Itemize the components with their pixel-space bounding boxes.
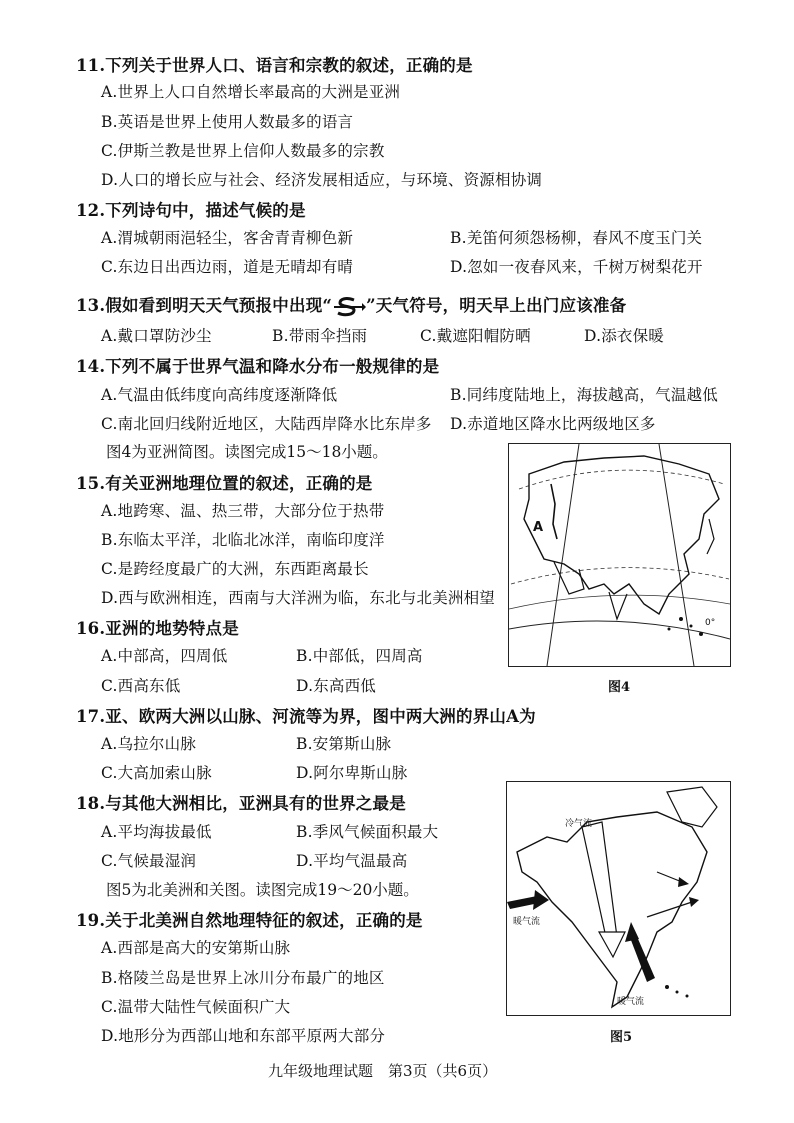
q11-stem: 11.下列关于世界人口、语言和宗教的叙述，正确的是 <box>76 56 473 75</box>
q14-option-a: A.气温由低纬度向高纬度逐渐降低 <box>101 386 338 404</box>
q18-option-a: A.平均海拔最低 <box>101 823 212 841</box>
q12-option-d: D.忽如一夜春风来，千树万树梨花开 <box>450 258 703 276</box>
figure4-intro: 图4为亚洲简图。读图完成15～18小题。 <box>106 443 388 461</box>
q12-option-a: A.渭城朝雨浥轻尘，客舍青青柳色新 <box>101 229 354 247</box>
figure4-caption: 图4 <box>608 680 631 695</box>
q17-option-c: C.大高加索山脉 <box>101 764 212 782</box>
figure5-cold-current-label: 冷气流 <box>565 819 593 829</box>
figure5-warm-current-label-south: 暖气流 <box>617 997 645 1007</box>
figure5-warm-current-label-west: 暖气流 <box>513 917 541 927</box>
q16-stem: 16.亚洲的地势特点是 <box>76 619 239 638</box>
q19-stem: 19.关于北美洲自然地理特征的叙述，正确的是 <box>76 911 423 930</box>
q13-stem-after: ”天气符号，明天早上出门应该准备 <box>366 296 627 315</box>
figure4-label-equator: 0° <box>705 618 716 628</box>
q12-stem: 12.下列诗句中，描述气候的是 <box>76 201 306 220</box>
q16-option-d: D.东高西低 <box>296 677 377 695</box>
q17-option-d: D.阿尔卑斯山脉 <box>296 764 408 782</box>
q19-option-c: C.温带大陆性气候面积广大 <box>101 998 291 1016</box>
q13-stem <box>76 292 626 318</box>
q13-option-b: B.带雨伞挡雨 <box>272 327 368 345</box>
q18-stem: 18.与其他大洲相比，亚洲具有的世界之最是 <box>76 794 406 813</box>
q17-stem: 17.亚、欧两大洲以山脉、河流等为界，图中两大洲的界山A为 <box>76 707 536 726</box>
q19-option-d: D.地形分为西部山地和东部平原两大部分 <box>101 1027 386 1045</box>
asia-map-drawing <box>509 444 730 666</box>
q15-option-d: D.西与欧洲相连，西南与大洋洲为临，东北与北美洲相望 <box>101 589 496 607</box>
q11-option-d: D.人口的增长应与社会、经济发展相适应，与环境、资源相协调 <box>101 171 543 189</box>
q19-option-b: B.格陵兰岛是世界上冰川分布最广的地区 <box>101 969 385 987</box>
q15-stem: 15.有关亚洲地理位置的叙述，正确的是 <box>76 474 373 493</box>
q18-option-d: D.平均气温最高 <box>296 852 408 870</box>
q15-option-a: A.地跨寒、温、热三带，大部分位于热带 <box>101 502 385 520</box>
q18-option-c: C.气候最湿润 <box>101 852 197 870</box>
figure5-north-america-map <box>506 781 731 1016</box>
sand-dust-storm-icon <box>332 296 366 318</box>
q11-option-c: C.伊斯兰教是世界上信仰人数最多的宗教 <box>101 142 385 160</box>
q13-stem-before: 13.假如看到明天天气预报中出现“ <box>76 296 333 315</box>
q13-option-c: C.戴遮阳帽防晒 <box>420 327 531 345</box>
q14-option-c: C.南北回归线附近地区，大陆西岸降水比东岸多 <box>101 415 432 433</box>
q11-option-a: A.世界上人口自然增长率最高的大洲是亚洲 <box>101 83 401 101</box>
q12-option-c: C.东边日出西边雨，道是无晴却有晴 <box>101 258 354 276</box>
q13-option-a: A.戴口罩防沙尘 <box>101 327 212 345</box>
q17-option-a: A.乌拉尔山脉 <box>101 735 197 753</box>
q16-option-a: A.中部高，四周低 <box>101 647 228 665</box>
q13-option-d: D.添衣保暖 <box>584 327 665 345</box>
figure4-asia-map <box>508 443 731 667</box>
q14-option-b: B.同纬度陆地上，海拔越高，气温越低 <box>450 386 718 404</box>
q15-option-c: C.是跨经度最广的大洲，东西距离最长 <box>101 560 369 578</box>
figure5-caption: 图5 <box>610 1030 633 1045</box>
q17-option-b: B.安第斯山脉 <box>296 735 392 753</box>
q14-option-d: D.赤道地区降水比两级地区多 <box>450 415 656 433</box>
q16-option-c: C.西高东低 <box>101 677 181 695</box>
q16-option-b: B.中部低，四周高 <box>296 647 423 665</box>
page-footer: 九年级地理试题 第3页（共6页） <box>268 1062 498 1080</box>
q11-option-b: B.英语是世界上使用人数最多的语言 <box>101 113 354 131</box>
north-america-map-drawing <box>507 782 730 1015</box>
q12-option-b: B.羌笛何须怨杨柳，春风不度玉门关 <box>450 229 703 247</box>
figure4-label-a: A <box>533 520 544 535</box>
figure5-intro: 图5为北美洲和关图。读图完成19～20小题。 <box>106 881 419 899</box>
q15-option-b: B.东临太平洋，北临北冰洋，南临印度洋 <box>101 531 385 549</box>
q14-stem: 14.下列不属于世界气温和降水分布一般规律的是 <box>76 357 440 376</box>
q18-option-b: B.季风气候面积最大 <box>296 823 439 841</box>
q19-option-a: A.西部是高大的安第斯山脉 <box>101 939 291 957</box>
